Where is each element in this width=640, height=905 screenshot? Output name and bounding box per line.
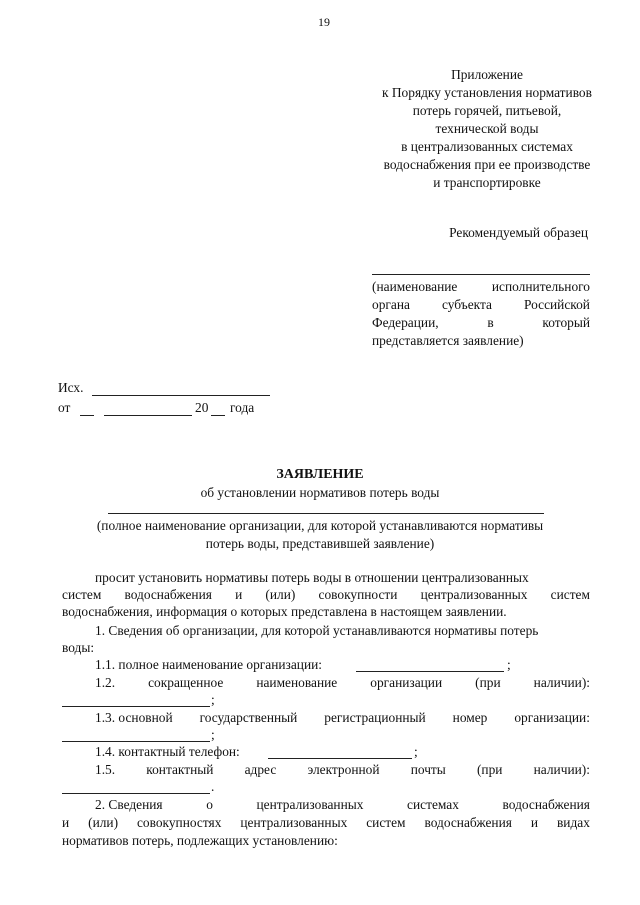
word: Федерации,	[372, 315, 439, 330]
word: исполнительного	[491, 279, 590, 294]
appendix-line: к Порядку установления нормативов	[382, 85, 592, 100]
appendix-line: технической воды	[435, 121, 539, 136]
item-1-5-period: .	[211, 779, 215, 794]
word: 2. Сведения	[95, 797, 163, 812]
word: 1.2.	[95, 675, 116, 690]
appendix-line: в централизованных системах	[401, 139, 573, 154]
word: который	[542, 315, 590, 330]
word: (или)	[88, 815, 119, 830]
body-p1-line-2	[62, 587, 590, 603]
document-title: ЗАЯВЛЕНИЕ	[276, 467, 364, 482]
addressee-line-1	[372, 278, 590, 296]
item-1-3-label	[95, 710, 590, 726]
organization-name-field	[108, 513, 544, 514]
word: о	[206, 797, 213, 812]
word: и	[235, 587, 243, 602]
word: водоснабжения	[124, 587, 212, 602]
appendix-line: потерь горячей, питьевой,	[412, 103, 562, 118]
word: электронной	[307, 762, 380, 777]
date-day-field	[80, 415, 94, 416]
appendix-line: водоснабжения при ее производстве	[383, 157, 591, 172]
word: наличии):	[533, 675, 590, 690]
word: 1.5.	[95, 762, 116, 777]
sample-label: Рекомендуемый образец	[449, 225, 588, 240]
word: систем	[62, 587, 102, 602]
addressee-line-4: представляется заявление)	[372, 333, 524, 348]
word: наличии):	[533, 762, 590, 777]
word: централизованных	[256, 797, 364, 812]
page-number: 19	[318, 15, 330, 29]
word: (при	[476, 762, 503, 777]
item-1-5-field	[62, 793, 210, 794]
word: организации:	[514, 710, 590, 725]
item-1-2-label	[95, 675, 590, 691]
word: водоснабжения	[424, 815, 512, 830]
word: сокращенное	[148, 675, 224, 690]
org-hint-line-1: (полное наименование организации, для которой устанавливаются нормативы	[96, 518, 544, 533]
section-2-line-2	[62, 815, 590, 831]
item-1-3-field	[62, 741, 210, 742]
word: централизованных	[420, 587, 528, 602]
item-1-1-label: 1.1. полное наименование организации:	[95, 657, 322, 672]
body-p1-line-3: водоснабжения, информация о которых представлена в настоящем заявлении.	[62, 604, 507, 619]
item-1-1-semicolon: ;	[507, 657, 511, 672]
word: (или)	[265, 587, 296, 602]
word: и	[62, 815, 70, 830]
word: субъекта	[442, 297, 492, 312]
word: наименование	[256, 675, 338, 690]
word: адрес	[244, 762, 277, 777]
section-2-line-3: нормативов потерь, подлежащих установлению:	[62, 833, 338, 848]
item-1-4-label: 1.4. контактный телефон:	[95, 744, 240, 759]
outgoing-date-label: от	[58, 400, 71, 415]
appendix-block	[332, 67, 640, 193]
section-2-line-1	[95, 797, 590, 813]
word: контактный	[146, 762, 214, 777]
word: в	[487, 315, 494, 330]
addressee-block	[372, 278, 590, 350]
item-1-4-field	[268, 758, 412, 759]
section-1-line-1: 1. Сведения об организации, для которой устанавливаются нормативы потерь	[95, 623, 539, 638]
word: (наименование	[372, 279, 458, 294]
word: номер	[452, 710, 488, 725]
item-1-2-semicolon: ;	[211, 692, 215, 707]
org-hint-line-2: потерь воды, представившей заявление)	[205, 536, 435, 551]
word: государственный	[199, 710, 298, 725]
addressee-underline	[372, 274, 590, 275]
date-month-field	[104, 415, 192, 416]
word: систем	[550, 587, 590, 602]
word: регистрационный	[324, 710, 426, 725]
word: органа	[372, 297, 410, 312]
item-1-1-field	[356, 671, 504, 672]
word: системах	[407, 797, 459, 812]
outgoing-ref-field	[92, 395, 270, 396]
item-1-4-semicolon: ;	[414, 744, 418, 759]
word: централизованных	[240, 815, 348, 830]
word: систем	[366, 815, 406, 830]
date-year-field	[211, 415, 225, 416]
document-subtitle: об установлении нормативов потерь воды	[200, 485, 440, 500]
item-1-2-field	[62, 706, 210, 707]
item-1-3-semicolon: ;	[211, 727, 215, 742]
addressee-line-2	[372, 296, 590, 314]
word: совокупности	[318, 587, 398, 602]
word: 1.3. основной	[95, 710, 173, 725]
word: совокупностях	[136, 815, 222, 830]
word: почты	[410, 762, 446, 777]
date-year-suffix: года	[230, 400, 255, 415]
appendix-line: Приложение	[451, 67, 523, 82]
section-1-line-2: воды:	[62, 640, 95, 655]
addressee-line-3	[372, 314, 590, 332]
word: (при	[475, 675, 501, 690]
word: и	[530, 815, 539, 830]
word: водоснабжения	[502, 797, 590, 812]
outgoing-ref-label: Исх.	[58, 380, 84, 395]
appendix-line: и транспортировке	[433, 175, 541, 190]
word: Российской	[523, 297, 590, 312]
date-year-prefix: 20	[195, 400, 209, 415]
item-1-5-label	[95, 762, 590, 778]
body-p1-line-1: просит установить нормативы потерь воды в отношении централизованных	[95, 570, 529, 585]
word: видах	[556, 815, 590, 830]
word: организации	[370, 675, 443, 690]
